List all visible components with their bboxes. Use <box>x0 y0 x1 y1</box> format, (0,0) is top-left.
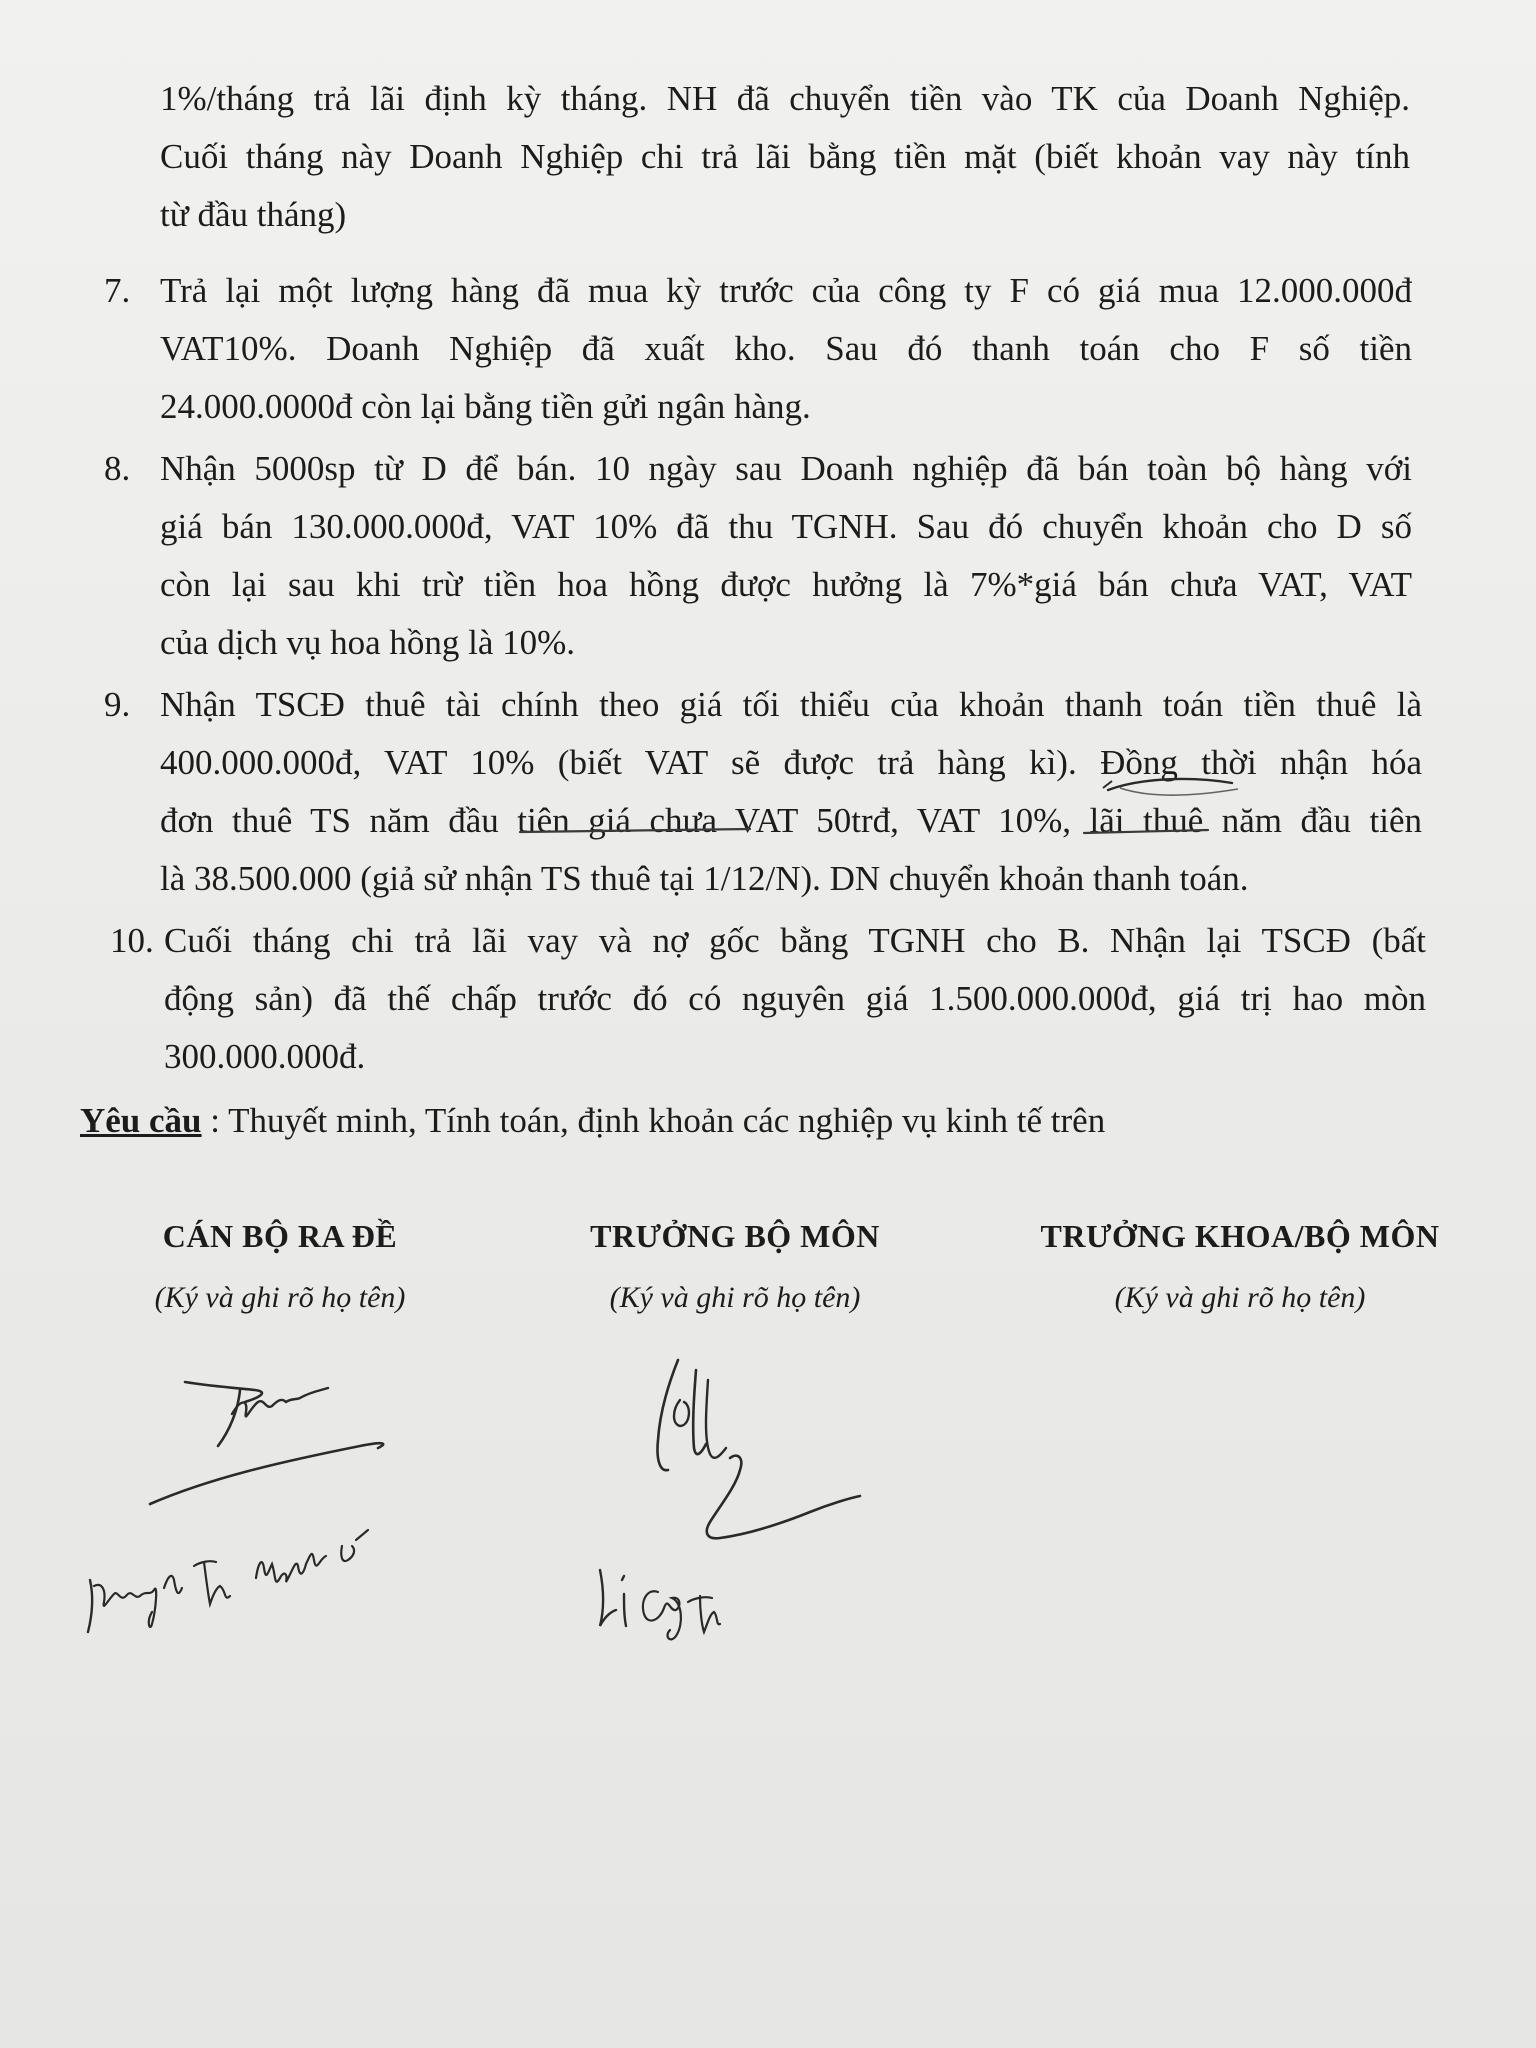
handwritten-signature-author <box>60 1350 480 1670</box>
requirement-label: Yêu cầu <box>80 1101 202 1140</box>
signature-title-head-of-department: TRƯỞNG BỘ MÔN <box>590 1218 880 1254</box>
item-9-number: 9. <box>104 685 131 724</box>
intro-line-1: 1%/tháng trả lãi định kỳ tháng. NH đã chuyển tiền vào TK của Doanh Nghiệp. <box>160 79 1410 118</box>
signature-block-head-of-department <box>505 1218 965 1315</box>
signature-note-author: (Ký và ghi rõ họ tên) <box>154 1281 406 1314</box>
requirement-text: : Thuyết minh, Tính toán, định khoản các nghiệp vụ kinh tế trên <box>201 1101 1106 1140</box>
signature-title-author: CÁN BỘ RA ĐỀ <box>162 1218 398 1254</box>
item-8-number: 8. <box>104 449 131 488</box>
item-8-line-4: của dịch vụ hoa hồng là 10%. <box>160 623 576 662</box>
item-9-line-1: Nhận TSCĐ thuê tài chính theo giá tối thiểu của khoản thanh toán tiền thuê là <box>160 685 1422 724</box>
item-9-line-3: đơn thuê TS năm đầu tiên giá chưa VAT 50trđ, VAT 10%, lãi thuê năm đầu tiên <box>160 801 1422 840</box>
item-7-line-3: 24.000.0000đ còn lại bằng tiền gửi ngân hàng. <box>160 387 811 426</box>
requirement-line <box>80 1092 1105 1150</box>
item-8-line-1: Nhận 5000sp từ D để bán. 10 ngày sau Doanh nghiệp đã bán toàn bộ hàng với <box>160 449 1412 488</box>
item-8-line-2: giá bán 130.000.000đ, VAT 10% đã thu TGNH. Sau đó chuyển khoản cho D số <box>160 507 1412 546</box>
intro-line-3: từ đầu tháng) <box>160 195 347 234</box>
item-7-line-2: VAT10%. Doanh Nghiệp đã xuất kho. Sau đó thanh toán cho F số tiền <box>160 329 1412 368</box>
item-10-line-3: 300.000.000đ. <box>164 1037 366 1076</box>
signature-block-dean <box>1010 1218 1470 1315</box>
item-10-line-2: động sản) đã thế chấp trước đó có nguyên giá 1.500.000.000đ, giá trị hao mòn <box>164 979 1426 1018</box>
item-9-line-2: 400.000.000đ, VAT 10% (biết VAT sẽ được trả hàng kì). Đồng thời nhận hóa <box>160 743 1422 782</box>
item-10-text <box>164 912 1426 1086</box>
item-9-text <box>160 676 1422 908</box>
item-7-text <box>160 262 1412 436</box>
signature-block-author <box>50 1218 510 1315</box>
item-10-number: 10. <box>110 921 154 960</box>
item-7-number: 7. <box>104 271 131 310</box>
item-7-line-1: Trả lại một lượng hàng đã mua kỳ trước của công ty F có giá mua 12.000.000đ <box>160 271 1412 310</box>
item-9-line-4: là 38.500.000 (giả sử nhận TS thuê tại 1/12/N). DN chuyển khoản thanh toán. <box>160 859 1249 898</box>
handwritten-signature-head-of-department <box>560 1340 880 1670</box>
signature-note-head-of-department: (Ký và ghi rõ họ tên) <box>609 1281 861 1314</box>
signature-title-dean: TRƯỞNG KHOA/BỘ MÔN <box>1040 1218 1440 1254</box>
intro-line-2: Cuối tháng này Doanh Nghiệp chi trả lãi bằng tiền mặt (biết khoản vay này tính <box>160 137 1410 176</box>
intro-paragraph <box>160 70 1410 244</box>
signature-note-dean: (Ký và ghi rõ họ tên) <box>1114 1281 1366 1314</box>
item-8-text <box>160 440 1412 672</box>
item-8-line-3: còn lại sau khi trừ tiền hoa hồng được hưởng là 7%*giá bán chưa VAT, VAT <box>160 565 1412 604</box>
item-10-line-1: Cuối tháng chi trả lãi vay và nợ gốc bằng TGNH cho B. Nhận lại TSCĐ (bất <box>164 921 1426 960</box>
